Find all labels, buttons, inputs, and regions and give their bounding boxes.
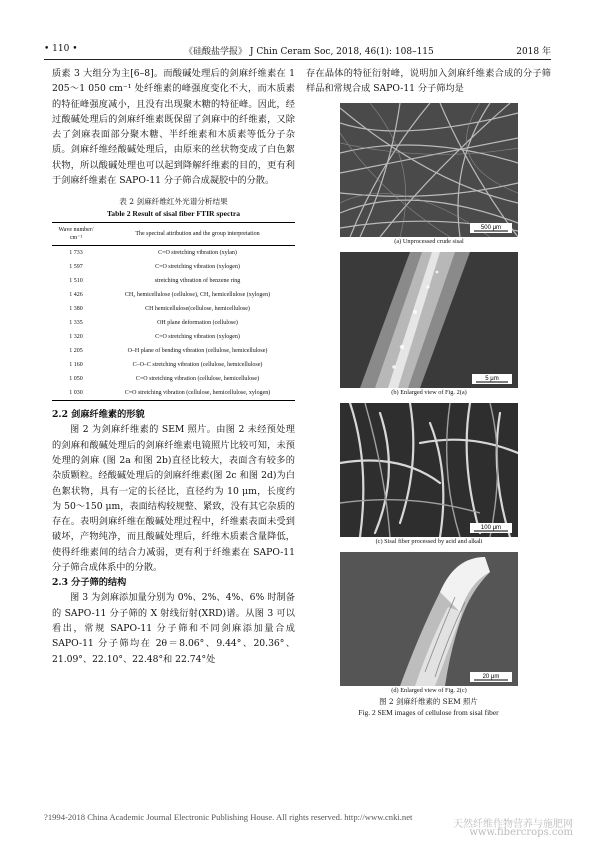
sem-figure-d [340, 552, 518, 696]
watermark-url: www.fibercrops.com [469, 827, 573, 838]
copyright-footer: ?1994-2018 China Academic Journal Electronic Publishing House. All rights reserved. http://www.cnki.net [44, 812, 413, 822]
scale-bar-label: 20 μm [482, 673, 500, 680]
sem-figure-a [340, 103, 518, 247]
section-heading-2-3: 2.3 分子筛的结构 [52, 577, 127, 589]
scale-bar-label: 100 μm [480, 524, 502, 531]
table-header-wavenumber: Wave number/ cm⁻¹ [52, 223, 100, 246]
figure-caption-c: (c) Sisal fiber processed by acid and alkali [375, 537, 483, 545]
table-title-cn: 表 2 剑麻纤维红外光谱分析结果 [119, 197, 228, 207]
section-heading-2-2: 2.2 剑麻纤维素的形貌 [52, 409, 145, 421]
figure-caption-a: (a) Unprocessed crude sisal [394, 237, 464, 245]
figure-caption-b: (b) Enlarged view of Fig. 2(a) [391, 388, 467, 396]
table-row: 1 320 C=O stretching vibration (xylogen) [69, 334, 240, 341]
header-rule [44, 59, 551, 60]
sem-image-processed-sisal [340, 403, 518, 537]
sem-figure-c [340, 403, 518, 547]
running-header [44, 44, 551, 58]
scale-bar-label: 5 μm [485, 375, 499, 382]
table-row: 1 380 CH hemicellulose(cellulose, hemicellulose) [69, 306, 250, 313]
right-column [306, 66, 551, 718]
table-row: 1 335 OH plane deformation (cellulose) [69, 320, 238, 327]
table-row: 1 510 stretching vibration of benzene ring [69, 278, 241, 285]
table-row: 1 597 C=O stretching vibration (xylogen) [69, 264, 240, 271]
ftir-table [52, 222, 295, 401]
table-title-en: Table 2 Result of sisal fiber FTIR spectra [106, 209, 241, 219]
header-year: 2018 年 [516, 47, 551, 57]
table-row: 1 160 C–O–C stretching vibration (cellulose, hemicellulose) [69, 362, 263, 369]
sem-image-crude-sisal-enlarged [340, 252, 518, 388]
table-row: 1 733 C=O stretching vibration (xylan) [69, 250, 237, 257]
paragraph-ftir-discussion: 质素 3 大组分为主[6–8]。而酸碱处理后的剑麻纤维素在 1 205～1 050 cm⁻¹ 处纤维素的峰强度变化不大，而木质素的特征峰强度减小，且没有出现聚木糖的特征峰。因此，经过酸碱处理后的剑麻纤维素既保留了剑麻中的纤维素，又除去了剑麻表面部分聚木糖、半纤维素和木质素等低分子杂质。剑麻纤维经酸碱处理后，由原来的丝状物变成了白色絮状物，所以酸碱处理也可以起到降解纤维素的目的，更有利于剑麻纤维素在 SAPO-11 分子筛合成凝胶中的分散。 [52, 68, 295, 187]
page-number: • 110 • [44, 44, 78, 54]
scale-bar-label: 500 μm [480, 224, 502, 231]
table-header-description: The spectral attribution and the group interpretation [100, 223, 295, 246]
paragraph-sem-morphology: 图 2 为剑麻纤维素的 SEM 照片。由图 2 未经预处理的剑麻和酸碱处理后的剑麻纤维素电镜照片比较可知，未预处理的剑麻 (图 2a 和图 2b)直径比较大，表面含有较多的杂质颗粒。经酸碱处理后的剑麻纤维素(图 2c 和图 2d)为白色絮状物，具有一定的长径比，直径约为 10 μm，长度约为 50～150 μm，表面结构较规整、紧致，没有其它杂质的存在。表明剑麻纤维在酸碱处理过程中，纤维素表面未受到破坏，产物纯净，而且酸碱处理后，纤维木质素含量降低，使得纤维素间的结合力减弱，更有利于纤维素在 SAPO-11 分子筛合成体系中的分散。 [52, 424, 295, 574]
table-row: 1 205 O–H plane of bending vibration (cellulose, hemicellulose) [69, 348, 268, 355]
sem-image-processed-sisal-enlarged [340, 552, 518, 686]
figure-title-cn: 图 2 剑麻纤维素的 SEM 照片 [379, 696, 478, 706]
paragraph-xrd: 图 3 为剑麻添加量分别为 0%、2%、4%、6% 时制备的 SAPO-11 分子筛的 X 射线衍射(XRD)谱。从图 3 可以看出，常规 SAPO-11 分子筛和不同剑麻添加量合成 SAPO-11 分子筛均在 2θ＝8.06°、9.44°、20.36°、21.09°、22.10°、22.48°和 22.74°处 [52, 592, 295, 665]
sem-image-crude-sisal [340, 103, 518, 237]
sem-figure-b [340, 252, 518, 398]
paragraph-continued: 存在晶体的特征衍射峰，说明加入剑麻纤维素合成的分子筛样品和常规合成 SAPO-11 分子筛均是 [306, 68, 551, 95]
figure-caption-d: (d) Enlarged view of Fig. 2(c) [391, 686, 467, 694]
left-column [52, 66, 295, 667]
figure-title-en: Fig. 2 SEM images of cellulose from sisal fiber [358, 707, 499, 717]
journal-citation: 《硅酸盐学报》 J Chin Ceram Soc, 2018, 46(1): 108–115 [184, 47, 434, 57]
table-row: 1 426 CH₂ hemicellulose (cellulose), CH₂ hemicellulose (xylogen) [69, 292, 271, 299]
table-row: 1 050 C=O stretching vibration (cellulose, hemicellulose) [69, 376, 260, 383]
table-row: 1 030 C=O stretching vibration (cellulose, hemicellulose, xylogen) [52, 386, 295, 401]
watermark-text: 天然纤维作物营养与施肥网 [453, 819, 573, 830]
